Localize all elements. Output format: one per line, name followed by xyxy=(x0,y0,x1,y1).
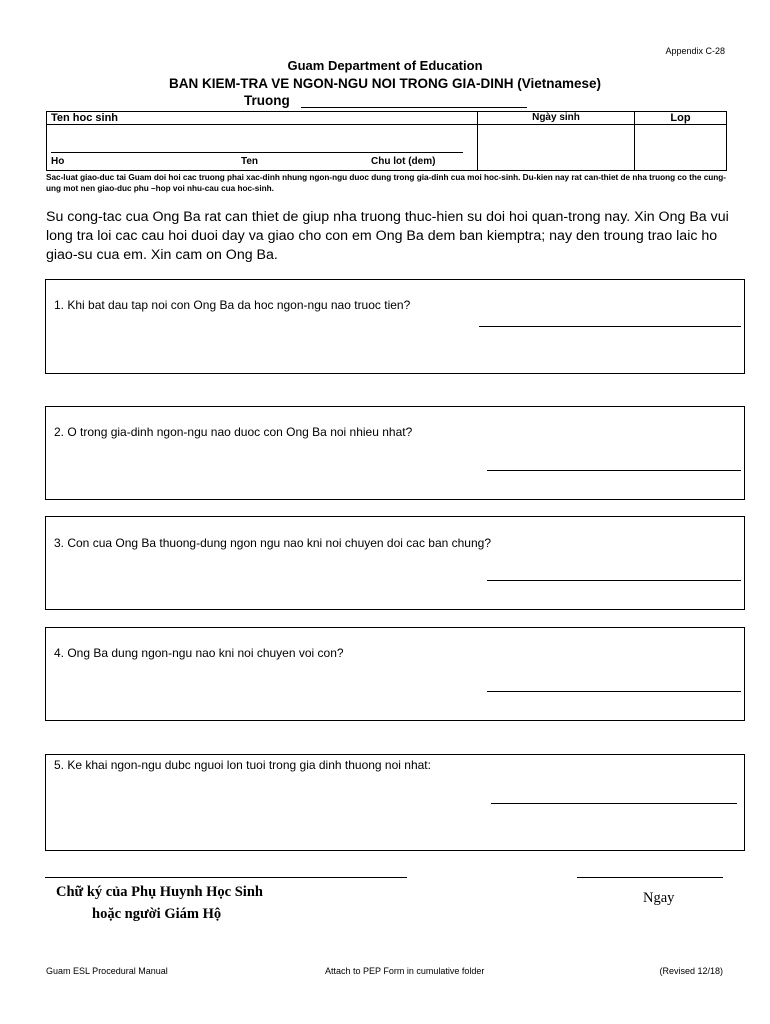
footer-attach-note: Attach to PEP Form in cumulative folder xyxy=(325,966,485,976)
question-box-5 xyxy=(45,754,745,851)
student-name-field[interactable] xyxy=(47,125,478,171)
middle-name-label: Chu lot (dem) xyxy=(371,156,436,167)
footer-revised: (Revised 12/18) xyxy=(659,966,723,976)
question-box-4 xyxy=(45,627,745,721)
answer-line-5[interactable] xyxy=(491,803,737,804)
parent-signature-label: Chữ ký của Phụ Huynh Học Sinh xyxy=(56,884,263,900)
birthdate-field[interactable] xyxy=(478,125,635,171)
parent-signature-line[interactable] xyxy=(45,877,407,878)
guardian-signature-label: hoặc người Giám Hộ xyxy=(92,906,222,922)
answer-line-1[interactable] xyxy=(479,326,741,327)
student-info-table xyxy=(46,111,727,171)
last-name-label: Ho xyxy=(51,156,65,167)
school-label: Truong xyxy=(244,93,290,108)
student-name-line xyxy=(51,152,463,153)
question-box-2 xyxy=(45,406,745,500)
question-text-3: 3. Con cua Ong Ba thuong-dung ngon ngu nao kni noi chuyen doi cac ban chung? xyxy=(54,536,491,550)
date-label: Ngay xyxy=(643,890,675,906)
question-text-2: 2. O trong gia-dinh ngon-ngu nao duoc con Ong Ba noi nhieu nhat? xyxy=(54,425,413,439)
school-input-line[interactable] xyxy=(301,107,527,108)
first-name-label: Ten xyxy=(241,156,259,167)
answer-line-2[interactable] xyxy=(487,470,741,471)
answer-line-4[interactable] xyxy=(487,691,741,692)
birthdate-header: Ngày sinh xyxy=(478,112,635,125)
footer-manual: Guam ESL Procedural Manual xyxy=(46,966,168,976)
grade-header: Lop xyxy=(635,112,727,125)
student-name-header: Ten hoc sinh xyxy=(47,112,478,125)
answer-line-3[interactable] xyxy=(487,580,741,581)
date-line[interactable] xyxy=(577,877,723,878)
question-text-1: 1. Khi bat dau tap noi con Ong Ba da hoc ngon-ngu nao truoc tien? xyxy=(54,298,411,312)
question-box-3 xyxy=(45,516,745,610)
appendix-label: Appendix C-28 xyxy=(665,46,725,56)
form-title: BAN KIEM-TRA VE NGON-NGU NOI TRONG GIA-DINH (Vietnamese) xyxy=(168,76,602,91)
grade-field[interactable] xyxy=(635,125,727,171)
question-text-4: 4. Ong Ba dung ngon-ngu nao kni noi chuyen voi con? xyxy=(54,646,344,660)
question-text-5: 5. Ke khai ngon-ngu dubc nguoi lon tuoi trong gia dinh thuong noi nhat: xyxy=(54,758,431,772)
question-box-1 xyxy=(45,279,745,374)
law-note: Sac-luat giao-duc tai Guam doi hoi cac truong phai xac-dinh nhung ngon-ngu duoc dung trong gia-dinh cua moi hoc-sinh. Du-kien nay rat can-thiet de nha truong co the cung-ung mot nen giao-duc phu –hop voi nhu-cau cua hoc-sinh. xyxy=(46,173,727,193)
department-title: Guam Department of Education xyxy=(287,58,483,73)
intro-paragraph: Su cong-tac cua Ong Ba rat can thiet de giup nha truong thuc-hien su doi hoi quan-trong nay. Xin Ong Ba vui long tra loi cac cau hoi duoi day va giao cho con em Ong Ba dem ban kiemptra; nay den troung trao laic ho giao-su cua em. Xin cam on Ong Ba. xyxy=(46,209,729,263)
